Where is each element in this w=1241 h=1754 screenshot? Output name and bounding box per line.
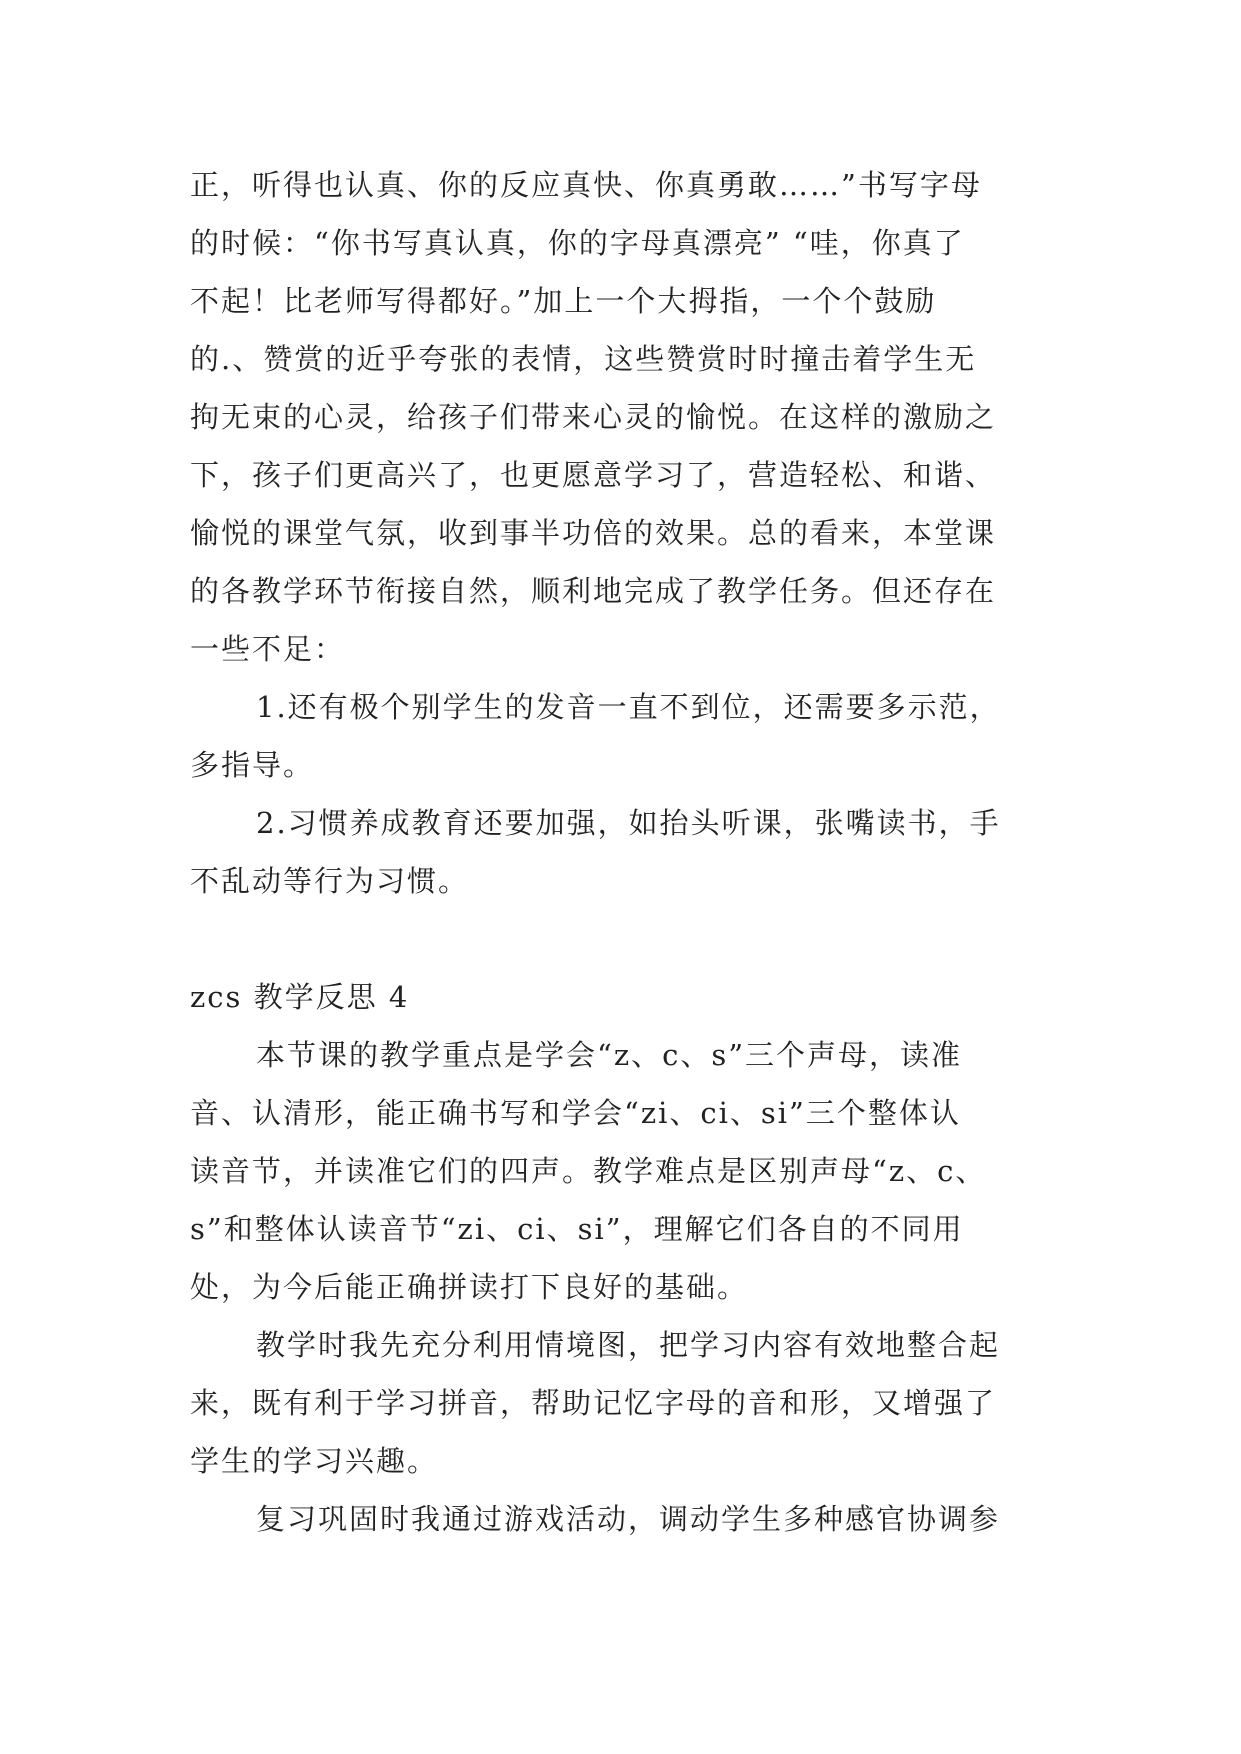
paragraph xyxy=(190,1316,1070,1490)
text-line: 音、认清形，能正确书写和学会“zi、ci、si”三个整体认 xyxy=(190,1096,961,1130)
document-body xyxy=(190,156,1070,1548)
text-line: 多指导。 xyxy=(190,748,315,782)
paragraph xyxy=(190,1026,1070,1316)
text-line: 复习巩固时我通过游戏活动，调动学生多种感官协调参 xyxy=(256,1502,1001,1536)
text-line: 本节课的教学重点是学会“z、c、s”三个声母，读准 xyxy=(256,1038,963,1072)
text-line: 愉悦的课堂气氛，收到事半功倍的效果。总的看来，本堂课 xyxy=(190,516,997,550)
list-item xyxy=(190,794,1070,910)
text-line: 正，听得也认真、你的反应真快、你真勇敢……”书写字母 xyxy=(190,168,982,202)
list-item xyxy=(190,678,1070,794)
text-line: 下，孩子们更高兴了，也更愿意学习了，营造轻松、和谐、 xyxy=(190,458,997,492)
text-line: 的各教学环节衔接自然，顺利地完成了教学任务。但还存在 xyxy=(190,574,997,608)
text-line: 处，为今后能正确拼读打下良好的基础。 xyxy=(190,1270,749,1304)
text-line: 拘无束的心灵，给孩子们带来心灵的愉悦。在这样的激励之 xyxy=(190,400,997,434)
text-line: 的时候：“你书写真认真，你的字母真漂亮” “哇，你真了 xyxy=(190,226,965,260)
text-line: 不乱动等行为习惯。 xyxy=(190,864,470,898)
section-spacer xyxy=(190,910,1070,968)
text-line: 来，既有利于学习拼音，帮助记忆字母的音和形，又增强了 xyxy=(190,1386,997,1420)
section-title: zcs 教学反思 4 xyxy=(190,980,410,1014)
paragraph xyxy=(190,1490,1070,1548)
paragraph-continued xyxy=(190,156,1070,678)
text-line: 学生的学习兴趣。 xyxy=(190,1444,439,1478)
text-line: 不起！比老师写得都好。”加上一个大拇指，一个个鼓励 xyxy=(190,284,937,318)
text-line: 的.、赞赏的近乎夸张的表情，这些赞赏时时撞击着学生无 xyxy=(190,342,977,376)
text-line: 2.习惯养成教育还要加强，如抬头听课，张嘴读书，手 xyxy=(256,806,1001,840)
text-line: 教学时我先充分利用情境图，把学习内容有效地整合起 xyxy=(256,1328,1001,1362)
text-line: 一些不足： xyxy=(190,632,346,666)
text-line: 读音节，并读准它们的四声。教学难点是区别声母“z、c、 xyxy=(190,1154,987,1188)
text-line: 1.还有极个别学生的发音一直不到位，还需要多示范， xyxy=(256,690,1001,724)
text-line: s”和整体认读音节“zi、ci、si”，理解它们各自的不同用 xyxy=(190,1212,964,1246)
